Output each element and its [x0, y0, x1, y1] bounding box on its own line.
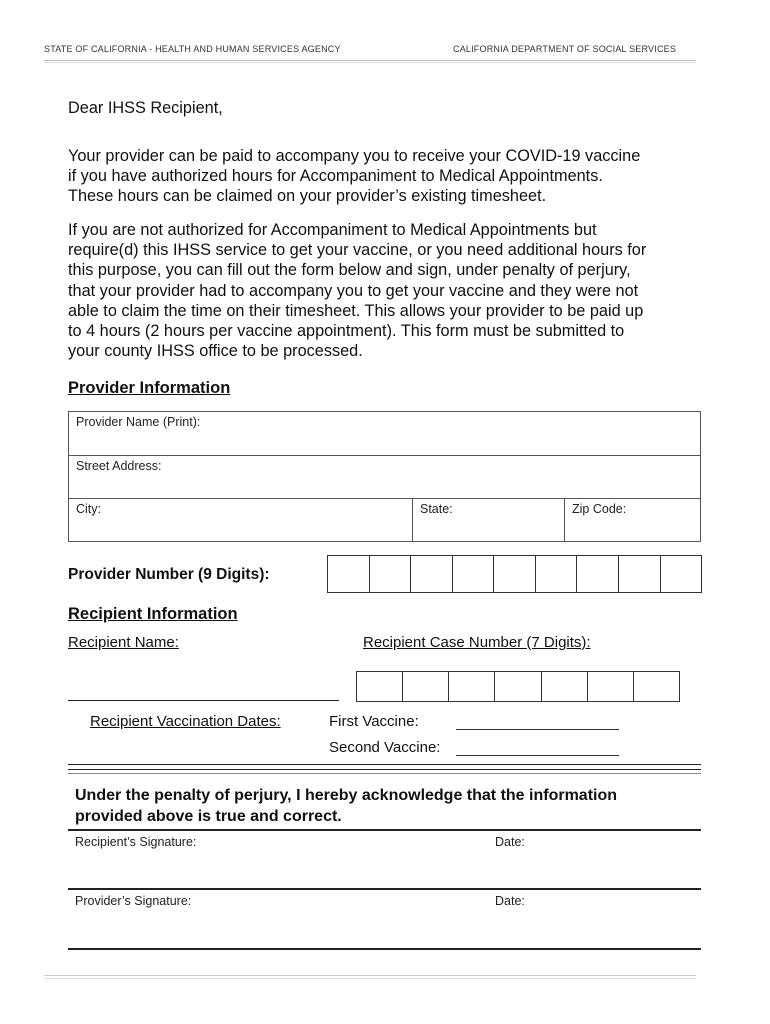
city-label: City:	[76, 502, 101, 516]
footer-rule	[44, 978, 696, 979]
case-digit-box[interactable]	[403, 671, 449, 702]
city-field[interactable]	[69, 499, 412, 541]
case-digit-box[interactable]	[588, 671, 634, 702]
paragraph-2-line: able to claim the time on their timesheet. This allows your provider to be paid up	[68, 301, 644, 320]
signature-rule	[68, 888, 701, 890]
paragraph-1-line: if you have authorized hours for Accompaniment to Medical Appointments.	[68, 167, 603, 186]
provider-signature-label: Provider’s Signature:	[75, 894, 192, 908]
paragraph-2-line: that your provider had to accompany you to get your vaccine and they were not	[68, 281, 639, 300]
attestation-line: Under the penalty of perjury, I hereby acknowledge that the information	[75, 787, 618, 804]
case-digit-box[interactable]	[542, 671, 588, 702]
recipient-case-label: Recipient Case Number (7 Digits):	[363, 634, 591, 651]
footer-rule	[44, 975, 696, 976]
provider-number-boxes	[327, 555, 702, 593]
signature-rule	[68, 948, 701, 950]
provider-section-title: Provider Information	[68, 379, 231, 397]
header-rule-secondary	[44, 62, 696, 63]
street-address-label: Street Address:	[76, 459, 162, 473]
paragraph-2-line: this purpose, you can fill out the form below and sign, under penalty of perjury,	[68, 261, 631, 280]
section-rule	[68, 773, 701, 774]
vaccination-dates-label: Recipient Vaccination Dates:	[90, 713, 281, 730]
header-department: CALIFORNIA DEPARTMENT OF SOCIAL SERVICES	[453, 44, 677, 54]
provider-number-label: Provider Number (9 Digits):	[68, 566, 270, 583]
section-rule	[68, 764, 701, 765]
recipient-signature-label: Recipient’s Signature:	[75, 835, 197, 849]
paragraph-2-line: require(d) this IHSS service to get your vaccine, or you need additional hours for	[68, 241, 647, 260]
case-digit-box[interactable]	[449, 671, 495, 702]
paragraph-1	[68, 146, 708, 207]
zip-code-field[interactable]	[565, 499, 700, 541]
case-digit-box[interactable]	[495, 671, 541, 702]
recipient-name-field[interactable]	[68, 699, 339, 701]
header-agency: STATE OF CALIFORNIA - HEALTH AND HUMAN SERVICES AGENCY	[44, 44, 341, 54]
first-vaccine-date-field[interactable]	[456, 716, 619, 730]
provider-digit-box[interactable]	[411, 555, 453, 593]
recipient-name-label: Recipient Name:	[68, 634, 179, 651]
recipient-case-boxes	[356, 671, 680, 702]
paragraph-2	[68, 220, 708, 361]
provider-digit-box[interactable]	[536, 555, 578, 593]
second-vaccine-label: Second Vaccine:	[329, 739, 441, 756]
attestation-statement	[75, 786, 695, 827]
provider-digit-box[interactable]	[661, 555, 703, 593]
provider-date-label: Date:	[495, 894, 525, 908]
recipient-date-label: Date:	[495, 835, 525, 849]
paragraph-2-line: If you are not authorized for Accompaniment to Medical Appointments but	[68, 221, 597, 239]
paragraph-1-line: Your provider can be paid to accompany you to receive your COVID-19 vaccine	[68, 147, 641, 165]
provider-digit-box[interactable]	[370, 555, 412, 593]
provider-info-table	[68, 411, 701, 542]
second-vaccine-date-field[interactable]	[456, 742, 619, 756]
greeting: Dear IHSS Recipient,	[68, 99, 223, 117]
case-digit-box[interactable]	[634, 671, 680, 702]
paragraph-2-line: your county IHSS office to be processed.	[68, 342, 363, 361]
section-rule	[68, 769, 701, 770]
recipient-signature-field[interactable]	[68, 850, 701, 888]
case-digit-box[interactable]	[356, 671, 403, 702]
paragraph-2-line: to 4 hours (2 hours per vaccine appointment). This form must be submitted to	[68, 322, 625, 341]
provider-signature-field[interactable]	[68, 910, 701, 948]
street-address-field[interactable]	[69, 456, 700, 498]
state-field[interactable]	[413, 499, 564, 541]
provider-name-label: Provider Name (Print):	[76, 415, 201, 429]
provider-digit-box[interactable]	[327, 555, 370, 593]
first-vaccine-label: First Vaccine:	[329, 713, 419, 730]
provider-digit-box[interactable]	[494, 555, 536, 593]
zip-code-label: Zip Code:	[572, 502, 627, 516]
provider-digit-box[interactable]	[577, 555, 619, 593]
provider-digit-box[interactable]	[619, 555, 661, 593]
attestation-line: provided above is true and correct.	[75, 807, 342, 825]
signature-rule	[68, 829, 701, 831]
state-label: State:	[420, 502, 453, 516]
provider-digit-box[interactable]	[453, 555, 495, 593]
provider-name-field[interactable]	[69, 412, 700, 455]
paragraph-1-line: These hours can be claimed on your provider’s existing timesheet.	[68, 187, 547, 206]
recipient-section-title: Recipient Information	[68, 605, 238, 623]
header-rule	[44, 60, 696, 61]
